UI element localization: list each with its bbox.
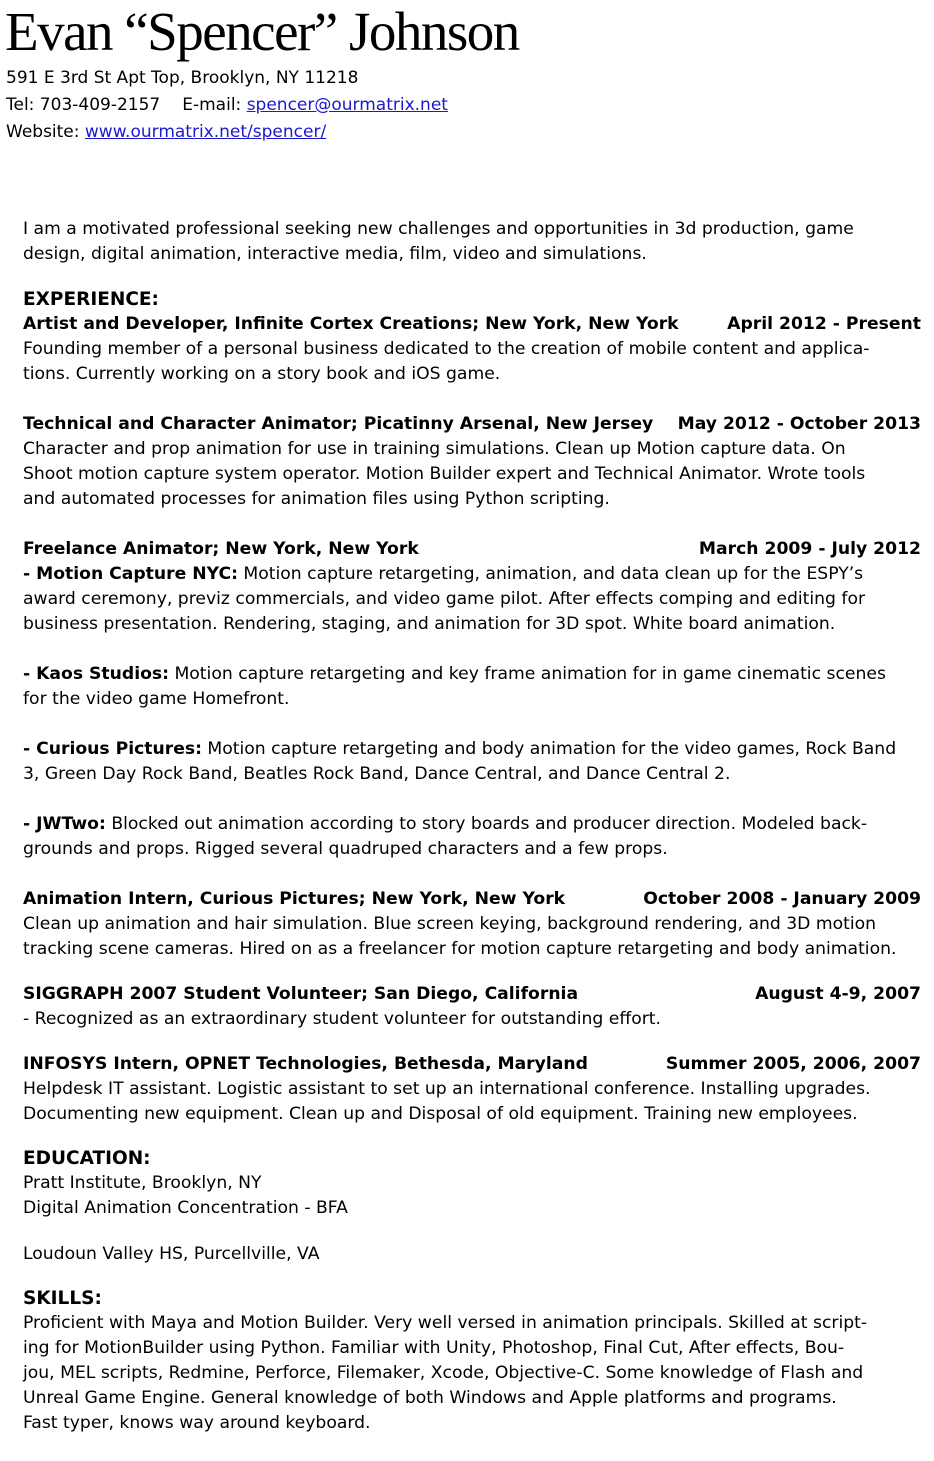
job-dates: Summer 2005, 2006, 2007 (665, 1054, 921, 1074)
education-line: Loudoun Valley HS, Purcellville, VA (23, 1244, 320, 1264)
job-title: Artist and Developer, Infinite Cortex Creations; New York, New York (23, 314, 679, 334)
skills-line: Proficient with Maya and Motion Builder. Very well versed in animation principals. Skilled at script- (23, 1313, 868, 1333)
job-title: Freelance Animator; New York, New York (23, 539, 419, 559)
job-entry (23, 537, 923, 862)
objective-line: I am a motivated professional seeking new challenges and opportunities in 3d production, game (23, 219, 854, 239)
job-title: Animation Intern, Curious Pictures; New York, New York (23, 889, 566, 909)
client-name: - Curious Pictures: (23, 739, 202, 759)
job-description-line: and automated processes for animation files using Python scripting. (23, 489, 610, 509)
resume-body (23, 217, 923, 1436)
client-name: - Motion Capture NYC: (23, 564, 238, 584)
job-description-line: tracking scene cameras. Hired on as a freelancer for motion capture retargeting and body animation. (23, 939, 897, 959)
skills-line: Unreal Game Engine. General knowledge of both Windows and Apple platforms and programs. (23, 1388, 837, 1408)
job-header (23, 312, 923, 337)
email-link[interactable]: spencer@ourmatrix.net (246, 95, 448, 115)
job-entry (23, 312, 923, 387)
skills-line: jou, MEL scripts, Redmine, Perforce, Filemaker, Xcode, Objective-C. Some knowledge of Flash and (23, 1363, 864, 1383)
education-heading: EDUCATION: (23, 1148, 151, 1169)
resume-name: Evan “Spencer” Johnson (5, 1, 519, 62)
skills-heading: SKILLS: (23, 1288, 102, 1309)
contact-block (6, 65, 448, 146)
education-line: Pratt Institute, Brooklyn, NY (23, 1173, 262, 1193)
phone-email-line (6, 92, 448, 119)
client-description-line: Blocked out animation according to story boards and producer direction. Modeled back- (105, 814, 868, 834)
job-description-line: - Recognized as an extraordinary student volunteer for outstanding effort. (23, 1009, 661, 1029)
job-dates: May 2012 - October 2013 (677, 414, 921, 434)
client-description-line: award ceremony, previz commercials, and video game pilot. After effects comping and editing for (23, 589, 866, 609)
job-description-line: Character and prop animation for use in training simulations. Clean up Motion capture data. On (23, 439, 846, 459)
client-description-line: Motion capture retargeting, animation, and data clean up for the ESPY’s (237, 564, 864, 584)
freelance-client-entry (23, 662, 923, 712)
skills-line: ing for MotionBuilder using Python. Familiar with Unity, Photoshop, Final Cut, After effects, Bou- (23, 1338, 845, 1358)
freelance-client-entry (23, 812, 923, 862)
job-dates: April 2012 - Present (727, 314, 921, 334)
client-description-line: Motion capture retargeting and body animation for the video games, Rock Band (201, 739, 897, 759)
job-title: Technical and Character Animator; Picatinny Arsenal, New Jersey (23, 414, 654, 434)
client-description-line: for the video game Homefront. (23, 689, 290, 709)
job-description-line: Shoot motion capture system operator. Motion Builder expert and Technical Animator. Wrote tools (23, 464, 866, 484)
job-header (23, 887, 923, 912)
client-description-line: business presentation. Rendering, staging, and animation for 3D spot. White board animation. (23, 614, 836, 634)
address-line: 591 E 3rd St Apt Top, Brooklyn, NY 11218 (6, 68, 359, 88)
job-header (23, 1052, 923, 1077)
email-label: E-mail: (182, 95, 242, 115)
job-entry (23, 887, 923, 962)
client-description-line: 3, Green Day Rock Band, Beatles Rock Band, Dance Central, and Dance Central 2. (23, 764, 731, 784)
website-label: Website: (6, 122, 80, 142)
phone-text: Tel: 703-409-2157 (6, 95, 161, 115)
job-description-line: Documenting new equipment. Clean up and Disposal of old equipment. Training new employees. (23, 1104, 858, 1124)
freelance-client-entry (23, 737, 923, 787)
education-line: Digital Animation Concentration - BFA (23, 1198, 348, 1218)
job-description-line: Clean up animation and hair simulation. Blue screen keying, background rendering, and 3D motion (23, 914, 877, 934)
job-dates: August 4-9, 2007 (755, 984, 921, 1004)
job-entry (23, 982, 923, 1032)
objective-line: design, digital animation, interactive media, film, video and simulations. (23, 244, 647, 264)
education-entry (23, 1171, 923, 1221)
job-description-line: Founding member of a personal business dedicated to the creation of mobile content and applica- (23, 339, 870, 359)
freelance-client-entry (23, 562, 923, 637)
job-title: INFOSYS Intern, OPNET Technologies, Bethesda, Maryland (23, 1054, 588, 1074)
job-description-line: tions. Currently working on a story book and iOS game. (23, 364, 501, 384)
skills-text (23, 1311, 923, 1436)
job-title: SIGGRAPH 2007 Student Volunteer; San Diego, California (23, 984, 579, 1004)
client-name: - Kaos Studios: (23, 664, 169, 684)
client-description-line: Motion capture retargeting and key frame animation for in game cinematic scenes (169, 664, 886, 684)
job-entry (23, 1052, 923, 1127)
client-name: - JWTwo: (23, 814, 106, 834)
client-description-line: grounds and props. Rigged several quadruped characters and a few props. (23, 839, 668, 859)
job-dates: October 2008 - January 2009 (643, 889, 921, 909)
job-header (23, 982, 923, 1007)
objective-statement (23, 217, 923, 267)
skills-line: Fast typer, knows way around keyboard. (23, 1413, 371, 1433)
website-line (6, 119, 448, 146)
job-description-line: Helpdesk IT assistant. Logistic assistant to set up an international conference. Installing upgrades. (23, 1079, 871, 1099)
job-header (23, 537, 923, 562)
job-entry (23, 412, 923, 512)
job-header (23, 412, 923, 437)
website-link[interactable]: www.ourmatrix.net/spencer/ (84, 122, 327, 142)
job-dates: March 2009 - July 2012 (698, 539, 921, 559)
education-entry (23, 1242, 923, 1267)
experience-heading: EXPERIENCE: (23, 289, 159, 310)
